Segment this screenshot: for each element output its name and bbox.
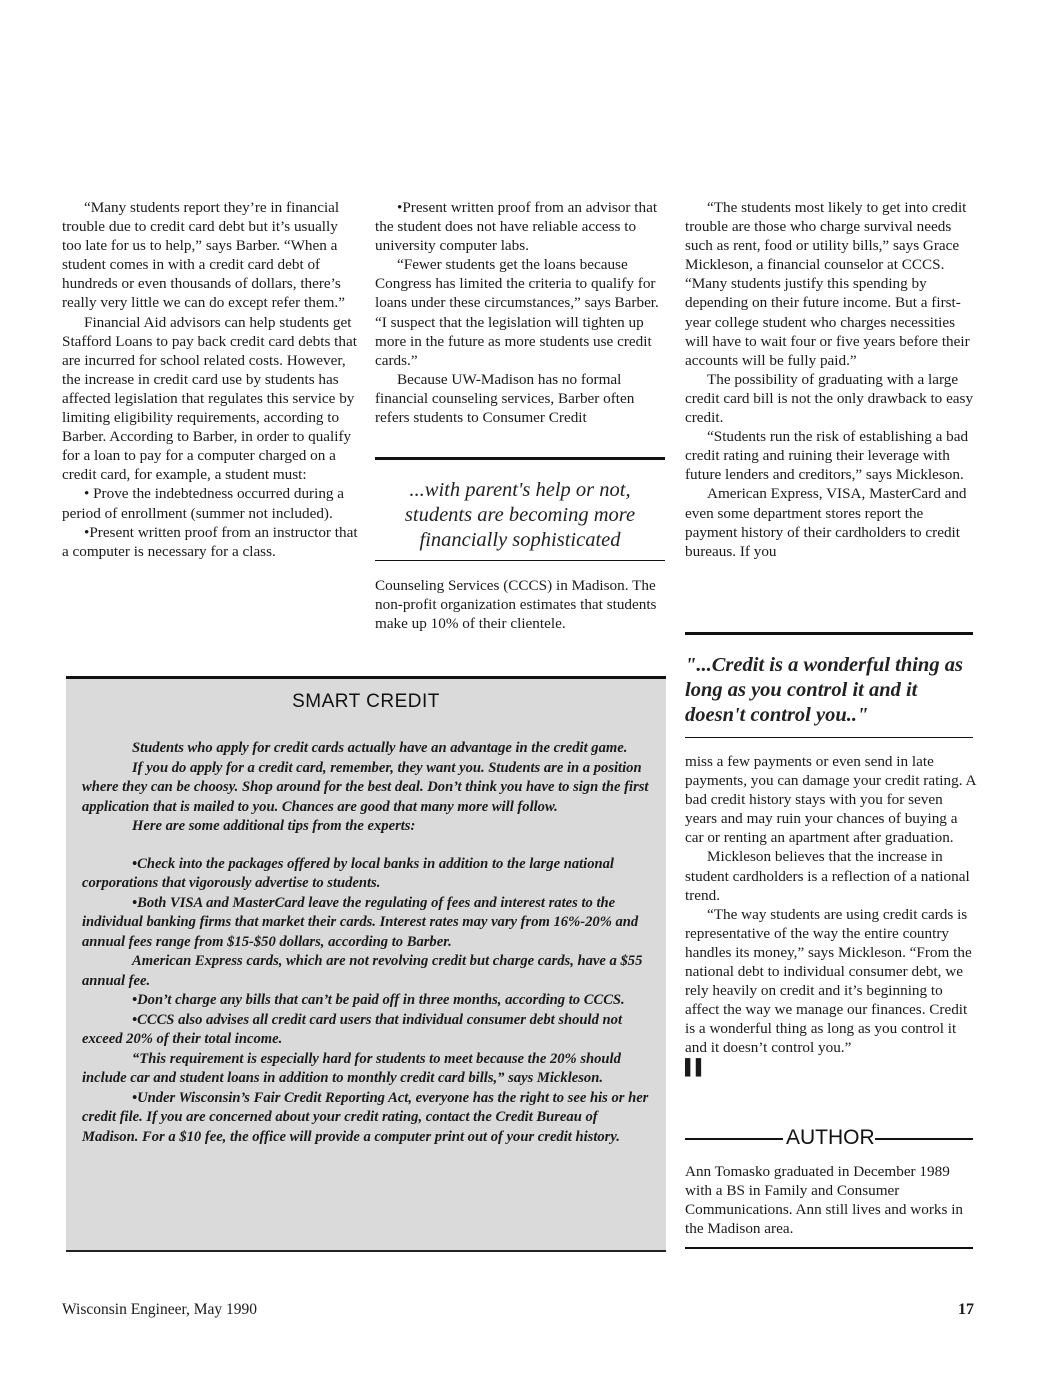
divider — [685, 1138, 783, 1140]
article-column-1 — [62, 198, 358, 561]
paragraph: Counseling Services (CCCS) in Madison. The non-profit organization estimates that students make up 10% of their clientele. — [375, 577, 657, 633]
article-column-2 — [375, 198, 665, 427]
publication-footer: Wisconsin Engineer, May 1990 — [62, 1301, 258, 1318]
divider — [685, 1247, 973, 1249]
paragraph: “This requirement is especially hard for students to meet because the 20% should include car and student loans in addition to monthly credit card bills,” says Mickleson. — [82, 1050, 621, 1086]
pull-quote: ...with parent's help or not, students are becoming more financially sophisticated — [375, 457, 665, 561]
paragraph: Mickleson believes that the increase in student cardholders is a reflection of a national trend. — [685, 848, 970, 904]
paragraph: •Present written proof from an advisor that the student does not have reliable access to university computer labs. — [375, 199, 658, 255]
paragraph: • Prove the indebtedness occurred during a period of enrollment (summer not included). — [62, 485, 345, 522]
paragraph: “Students run the risk of establishing a bad credit rating and ruining their leverage with future lenders and creditors,” says Mickleson. — [685, 428, 969, 484]
paragraph: Because UW-Madison has no formal financial counseling services, Barber often refers students to Consumer Credit — [375, 370, 635, 427]
paragraph: “The way students are using credit cards is representative of the way the entire country handles its money,” says Mickleson. “From the national debt to individual consumer debt, we rely heavily on credit and it’s beginning to affect the way we manage our finances. Credit is a wonderful thing as long as you control it and it doesn’t control you.” — [685, 905, 972, 1057]
article-column-3 — [685, 198, 977, 561]
paragraph: Financial Aid advisors can help students get Stafford Loans to pay back credit card debts that are incurred for school related costs. However, the increase in credit card use by students has affected legislation that regulates this service by limiting eligibility requirements, according to Barber. According to Barber, in order to qualify for a loan to pay for a computer charged on a credit card, for example, a student must: — [62, 313, 357, 484]
article-column-2-continued — [375, 576, 665, 633]
spacer — [82, 837, 652, 855]
end-mark-icon: ▌▌ — [685, 1058, 707, 1076]
paragraph: •CCCS also advises all credit card users that individual consumer debt should not exceed 20% of their total income. — [82, 1011, 623, 1047]
paragraph: The possibility of graduating with a large credit card bill is not the only drawback to easy credit. — [685, 370, 974, 427]
paragraph — [685, 1058, 977, 1077]
paragraph: miss a few payments or even send in late payments, you can damage your credit rating. A bad credit history stays with you for seven years and may ruin your chances of buying a car or renting an apartment after graduation. — [685, 753, 976, 847]
paragraph: American Express, VISA, MasterCard and even some department stores report the payment history of their cardholders to credit bureaus. If you — [685, 485, 967, 560]
divider — [875, 1138, 973, 1140]
paragraph: •Check into the packages offered by local banks in addition to the large national corporations that vigorously advertise to students. — [82, 855, 614, 891]
paragraph: •Present written proof from an instructor that a computer is necessary for a class. — [62, 523, 358, 560]
sidebar-box — [66, 676, 666, 1252]
pull-quote: "...Credit is a wonderful thing as long as you control it and it doesn't control you.." — [685, 632, 973, 738]
paragraph: Here are some additional tips from the experts: — [132, 818, 416, 834]
paragraph: American Express cards, which are not revolving credit but charge cards, have a $55 annual fee. — [82, 953, 643, 989]
page-number: 17 — [958, 1301, 974, 1318]
sidebar-title: SMART CREDIT — [292, 691, 440, 712]
author-heading: AUTHOR — [786, 1126, 875, 1149]
paragraph: If you do apply for a credit card, remember, they want you. Students are in a position where they can be choosy. Shop around for the best deal. Don’t think you have to sign the first application that is mailed to you. Chances are good that many more will follow. — [82, 759, 649, 815]
paragraph: •Both VISA and MasterCard leave the regulating of fees and interest rates to the individual banking firms that market their cards. Interest rates may vary from 16%-20% and annual fees range from $15-$50 dollars, according to Barber. — [82, 894, 639, 950]
paragraph: •Under Wisconsin’s Fair Credit Reporting Act, everyone has the right to see his or her credit file. If you are concerned about your credit rating, contact the Credit Bureau of Madison. For a $10 fee, the office will provide a computer print out of your credit history. — [82, 1089, 649, 1145]
article-column-3-continued — [685, 752, 977, 1077]
paragraph: Students who apply for credit cards actually have an advantage in the credit game. — [132, 740, 628, 756]
paragraph: “The students most likely to get into credit trouble are those who charge survival needs such as rent, food or utility bills,” says Grace Mickleson, a financial counselor at CCCS. “Many students justify this spending by depending on their future income. But a first-year college student who charges necessities will have to wait four or five years before their accounts will be fully paid.” — [685, 199, 970, 369]
sidebar-body — [82, 739, 652, 1147]
paragraph: “Many students report they’re in financial trouble due to credit card debt but it’s usually too late for us to help,” says Barber. “When a student comes in with a credit card debt of hundreds or even thousands of dollars, there’s really very little we can do except refer them.” — [62, 199, 345, 312]
author-bio: Ann Tomasko graduated in December 1989 with a BS in Family and Consumer Communications. Ann still lives and works in the Madison area. — [685, 1163, 964, 1238]
paragraph: •Don’t charge any bills that can’t be paid off in three months, according to CCCS. — [132, 992, 625, 1008]
paragraph: “Fewer students get the loans because Congress has limited the criteria to qualify for loans under these circumstances,” says Barber. “I suspect that the legislation will tighten up more in the future as more students use credit cards.” — [375, 256, 659, 369]
